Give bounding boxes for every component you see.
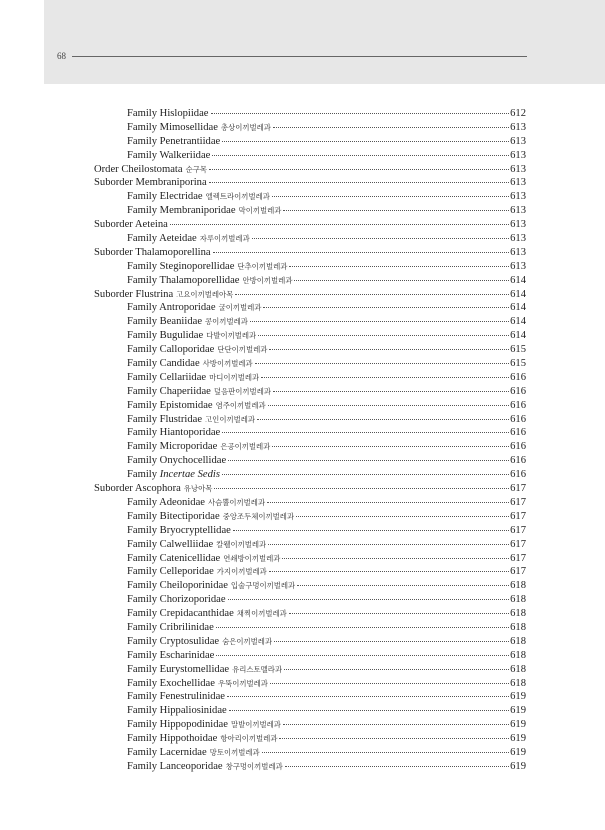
toc-entry-text: [127, 274, 292, 288]
taxon-name: Order Cheilostomata: [94, 163, 183, 175]
toc-entry-text: [94, 288, 233, 302]
dot-leader: [214, 488, 509, 489]
dot-leader: [228, 599, 510, 600]
toc-entry-text: [127, 746, 260, 760]
korean-name: 연쇄방이끼벌레과: [223, 553, 281, 563]
page-reference: 616: [510, 427, 526, 439]
dot-leader: [235, 294, 509, 295]
korean-name: 칼웰이끼벌레과: [216, 539, 267, 549]
dot-leader: [282, 558, 509, 559]
toc-entry: [94, 496, 526, 510]
taxon-name: Family Hippopodinidae: [127, 719, 228, 731]
toc-entry: [94, 357, 526, 371]
toc-entry-text: [127, 426, 220, 440]
toc-entry-text: [127, 315, 248, 329]
toc-entry: [94, 635, 526, 649]
korean-name: 사슴뿔이끼벌레과: [207, 497, 266, 507]
dot-leader: [228, 460, 509, 461]
dot-leader: [222, 141, 509, 142]
dot-leader: [272, 446, 509, 447]
table-of-contents: [94, 107, 526, 774]
toc-entry-text: [127, 718, 281, 732]
toc-entry-text: [94, 176, 207, 190]
taxon-name: Family Hippothoidae: [127, 733, 218, 745]
page-reference: 618: [510, 663, 526, 675]
toc-entry: [94, 301, 526, 315]
taxon-name: Suborder Thalamoporellina: [94, 246, 211, 258]
korean-name: 말발이끼벌레과: [230, 720, 281, 730]
page-header-band: [44, 0, 605, 84]
taxon-name: Family Mimosellidae: [127, 121, 218, 133]
dot-leader: [222, 474, 509, 475]
toc-entry-text: [127, 579, 295, 593]
page-reference: 618: [510, 635, 526, 647]
page-reference: 613: [510, 163, 526, 175]
dot-leader: [216, 627, 509, 628]
toc-entry: [94, 607, 526, 621]
toc-entry: [94, 135, 526, 149]
korean-name: 숨은이끼벌레과: [222, 636, 273, 646]
dot-leader: [296, 516, 509, 517]
toc-entry: [94, 552, 526, 566]
taxon-name: Family Bugulidae: [127, 330, 204, 342]
dot-leader: [261, 377, 509, 378]
taxon-name: Family Eurystomellidae: [127, 663, 230, 675]
taxon-name: Family Calwelliidae: [127, 538, 214, 550]
taxon-name: Suborder Aeteina: [94, 219, 168, 231]
page-reference: 613: [510, 191, 526, 203]
page-reference: 613: [510, 246, 526, 258]
dot-leader: [227, 696, 509, 697]
dot-leader: [270, 683, 509, 684]
taxon-name: Suborder Ascophora: [94, 483, 181, 495]
korean-name: 사방이끼벌레과: [202, 359, 253, 369]
dot-leader: [273, 391, 509, 392]
page-reference: 612: [510, 108, 526, 119]
korean-name: 우뚝이끼벌레과: [217, 678, 268, 688]
toc-entry: [94, 593, 526, 607]
page-reference: 619: [510, 705, 526, 717]
page-reference: 615: [510, 358, 526, 370]
page-reference: 617: [510, 566, 526, 578]
toc-entry-text: [127, 107, 209, 121]
taxon-name: Family: [127, 469, 158, 481]
korean-name: 유낭아목: [183, 484, 213, 494]
dot-leader: [262, 752, 509, 753]
taxon-name: Family Bryocryptellidae: [127, 524, 231, 536]
toc-entry: [94, 107, 526, 121]
dot-leader: [289, 613, 509, 614]
toc-entry: [94, 454, 526, 468]
page-reference: 613: [510, 149, 526, 161]
page-reference: 619: [510, 760, 526, 772]
taxon-name-italic: Incertae Sedis: [159, 469, 220, 481]
dot-leader: [272, 196, 509, 197]
page-reference: 614: [510, 316, 526, 328]
toc-entry: [94, 413, 526, 427]
dot-leader: [222, 432, 509, 433]
toc-entry-text: [94, 482, 212, 496]
toc-entry-text: [127, 552, 280, 566]
page-reference: 618: [510, 677, 526, 689]
page-reference: 619: [510, 719, 526, 731]
dot-leader: [258, 335, 509, 336]
page-reference: 616: [510, 455, 526, 467]
taxon-name: Family Aeteidae: [127, 233, 197, 245]
page-reference: 618: [510, 608, 526, 620]
toc-entry: [94, 426, 526, 440]
dot-leader: [283, 210, 509, 211]
page-reference: 613: [510, 177, 526, 189]
korean-name: 입술구멍이끼벌레과: [230, 581, 296, 591]
toc-entry: [94, 343, 526, 357]
toc-entry: [94, 468, 526, 482]
toc-entry-text: [127, 190, 270, 204]
toc-entry: [94, 718, 526, 732]
korean-name: 총상이끼벌레과: [220, 122, 271, 132]
dot-leader: [263, 307, 509, 308]
toc-entry-text: [127, 204, 281, 218]
korean-name: 은공이끼벌레과: [220, 442, 271, 452]
dot-leader: [255, 363, 509, 364]
dot-leader: [257, 419, 509, 420]
dot-leader: [216, 655, 509, 656]
page-reference: 617: [510, 552, 526, 564]
korean-name: 순구목: [185, 164, 207, 174]
page-reference: 618: [510, 649, 526, 661]
toc-entry: [94, 621, 526, 635]
toc-entry: [94, 399, 526, 413]
toc-entry: [94, 704, 526, 718]
taxon-name: Family Fenestrulinidae: [127, 691, 225, 703]
toc-entry: [94, 732, 526, 746]
toc-entry: [94, 121, 526, 135]
taxon-name: Family Electridae: [127, 191, 203, 203]
toc-entry-text: [127, 260, 287, 274]
korean-name: 막이끼벌레과: [238, 206, 282, 216]
page-reference: 616: [510, 399, 526, 411]
page-reference: 618: [510, 594, 526, 606]
korean-name: 고인이끼벌레과: [205, 414, 256, 424]
toc-entry: [94, 385, 526, 399]
dot-leader: [211, 113, 510, 114]
taxon-name: Family Exochellidae: [127, 677, 215, 689]
toc-entry: [94, 677, 526, 691]
toc-entry-text: [127, 343, 267, 357]
toc-entry-heading: [94, 176, 526, 190]
korean-name: 덮음판이끼벌레과: [213, 386, 271, 396]
toc-entry-text: [127, 677, 268, 691]
toc-entry-text: [94, 246, 211, 260]
toc-entry-text: [127, 593, 226, 607]
toc-entry-text: [127, 635, 272, 649]
toc-entry-text: [127, 135, 220, 149]
page-reference: 613: [510, 233, 526, 245]
toc-entry: [94, 565, 526, 579]
page-reference: 619: [510, 746, 526, 758]
korean-name: 안방이끼벌레과: [242, 275, 293, 285]
page-reference: 616: [510, 371, 526, 383]
taxon-name: Family Antroporidae: [127, 302, 216, 314]
taxon-name: Suborder Membraniporina: [94, 177, 207, 189]
dot-leader: [285, 766, 509, 767]
toc-entry-heading: [94, 218, 526, 232]
page-reference: 616: [510, 385, 526, 397]
dot-leader: [269, 571, 509, 572]
page-reference: 616: [510, 441, 526, 453]
taxon-name: Family Cryptosulidae: [127, 635, 220, 647]
taxon-name: Family Calloporidae: [127, 344, 215, 356]
dot-leader: [297, 585, 509, 586]
toc-entry-text: [127, 538, 266, 552]
dot-leader: [233, 530, 509, 531]
page-reference: 613: [510, 121, 526, 133]
taxon-name: Suborder Flustrina: [94, 288, 174, 300]
toc-entry-heading: [94, 482, 526, 496]
toc-entry: [94, 329, 526, 343]
dot-leader: [294, 280, 509, 281]
toc-entry-text: [127, 496, 265, 510]
toc-entry: [94, 746, 526, 760]
korean-name: 엘렉트라이끼벌레과: [205, 192, 270, 202]
page-reference: 618: [510, 621, 526, 633]
taxon-name: Family Crepidacanthidae: [127, 608, 234, 620]
dot-leader: [170, 224, 509, 225]
taxon-name: Family Hiantoporidae: [127, 427, 221, 439]
toc-entry-text: [127, 440, 270, 454]
taxon-name: Family Cheiloporinidae: [127, 580, 228, 592]
toc-entry: [94, 690, 526, 704]
korean-name: 염주이끼벌레과: [215, 400, 266, 410]
taxon-name: Family Membraniporidae: [127, 205, 236, 217]
toc-entry-text: [127, 468, 220, 482]
taxon-name: Family Walkeriidae: [127, 149, 211, 161]
toc-entry-text: [127, 760, 283, 774]
taxon-name: Family Cellariidae: [127, 371, 207, 383]
toc-entry: [94, 524, 526, 538]
taxon-name: Family Steginoporellidae: [127, 260, 235, 272]
page-reference: 617: [510, 510, 526, 522]
toc-entry-text: [127, 385, 271, 399]
taxon-name: Family Penetrantiidae: [127, 135, 221, 147]
toc-entry-text: [127, 704, 227, 718]
dot-leader: [252, 238, 509, 239]
taxon-name: Family Microporidae: [127, 441, 218, 453]
toc-entry: [94, 538, 526, 552]
korean-name: 고요이끼벌레아목: [176, 289, 234, 299]
toc-entry: [94, 232, 526, 246]
toc-entry-text: [127, 121, 271, 135]
page-reference: 613: [510, 135, 526, 147]
taxon-name: Family Hislopiidae: [127, 108, 209, 119]
taxon-name: Family Epistomidae: [127, 399, 213, 411]
toc-entry: [94, 510, 526, 524]
toc-entry: [94, 649, 526, 663]
korean-name: 마디이끼벌레과: [209, 372, 260, 382]
toc-entry-text: [127, 357, 253, 371]
korean-name: 단추이끼벌레과: [237, 261, 288, 271]
taxon-name: Family Adeonidae: [127, 496, 205, 508]
taxon-name: Family Lacernidae: [127, 746, 207, 758]
header-rule: [72, 56, 527, 57]
toc-entry-text: [94, 218, 168, 232]
toc-entry: [94, 371, 526, 385]
page-number: 68: [57, 51, 66, 61]
toc-entry: [94, 663, 526, 677]
page-reference: 619: [510, 691, 526, 703]
page-reference: 618: [510, 580, 526, 592]
toc-entry: [94, 149, 526, 163]
toc-entry-text: [127, 621, 214, 635]
taxon-name: Family Candidae: [127, 358, 200, 370]
toc-entry: [94, 260, 526, 274]
korean-name: 굴이끼벌레과: [218, 303, 262, 313]
toc-entry-text: [127, 301, 261, 315]
toc-entry-text: [127, 510, 294, 524]
page-reference: 614: [510, 288, 526, 300]
page-reference: 617: [510, 524, 526, 536]
dot-leader: [269, 349, 509, 350]
taxon-name: Family Catenicellidae: [127, 552, 221, 564]
taxon-name: Family Beaniidae: [127, 316, 203, 328]
toc-entry-heading: [94, 246, 526, 260]
korean-name: 채찍이끼벌레과: [236, 609, 287, 619]
toc-entry-heading: [94, 163, 526, 177]
korean-name: 중앙조두체이끼벌레과: [222, 511, 295, 521]
dot-leader: [283, 724, 509, 725]
toc-entry-text: [127, 413, 255, 427]
dot-leader: [209, 169, 509, 170]
korean-name: 항아리이끼벌레과: [220, 734, 278, 744]
dot-leader: [213, 252, 510, 253]
toc-entry-text: [127, 399, 266, 413]
page-reference: 617: [510, 496, 526, 508]
dot-leader: [274, 641, 509, 642]
toc-entry-text: [127, 454, 226, 468]
korean-name: 가지이끼벌레과: [216, 567, 267, 577]
toc-entry: [94, 204, 526, 218]
toc-entry-text: [127, 524, 231, 538]
page-reference: 617: [510, 538, 526, 550]
dot-leader: [268, 544, 509, 545]
dot-leader: [279, 738, 509, 739]
dot-leader: [268, 405, 510, 406]
toc-entry-text: [127, 649, 214, 663]
taxon-name: Family Chaperiidae: [127, 385, 211, 397]
toc-entry-text: [127, 663, 282, 677]
taxon-name: Family Thalamoporellidae: [127, 274, 240, 286]
toc-entry: [94, 760, 526, 774]
page-reference: 615: [510, 344, 526, 356]
page-reference: 614: [510, 274, 526, 286]
taxon-name: Family Onychocellidae: [127, 455, 227, 467]
dot-leader: [267, 502, 509, 503]
dot-leader: [289, 266, 509, 267]
page-reference: 614: [510, 330, 526, 342]
page-reference: 617: [510, 483, 526, 495]
toc-entry-text: [127, 565, 267, 579]
toc-entry-text: [127, 329, 256, 343]
toc-entry-text: [127, 732, 277, 746]
toc-entry-text: [127, 149, 210, 163]
korean-name: 유리스토멜라과: [232, 664, 283, 674]
toc-entry: [94, 315, 526, 329]
dot-leader: [250, 321, 509, 322]
toc-entry: [94, 274, 526, 288]
dot-leader: [229, 710, 509, 711]
page-reference: 613: [510, 260, 526, 272]
page-reference: 613: [510, 205, 526, 217]
korean-name: 단단이끼벌레과: [217, 345, 268, 355]
toc-entry: [94, 440, 526, 454]
korean-name: 다발이끼벌레과: [206, 331, 257, 341]
toc-entry: [94, 190, 526, 204]
toc-entry-text: [127, 690, 225, 704]
toc-entry-text: [127, 371, 259, 385]
page-reference: 614: [510, 302, 526, 314]
toc-entry-heading: [94, 288, 526, 302]
toc-entry-text: [94, 163, 207, 177]
taxon-name: Family Chorizoporidae: [127, 594, 226, 606]
toc-entry-text: [127, 607, 287, 621]
taxon-name: Family Escharinidae: [127, 649, 215, 661]
taxon-name: Family Cribrilinidae: [127, 621, 214, 633]
dot-leader: [273, 127, 509, 128]
korean-name: 콩이끼벌레과: [205, 317, 248, 327]
page-reference: 619: [510, 733, 526, 745]
toc-entry-text: [127, 232, 250, 246]
taxon-name: Family Bitectiporidae: [127, 510, 220, 522]
page-reference: 616: [510, 469, 526, 481]
korean-name: 창구멍이끼벌레과: [225, 761, 283, 771]
dot-leader: [284, 669, 509, 670]
taxon-name: Family Flustridae: [127, 413, 203, 425]
dot-leader: [212, 155, 509, 156]
korean-name: 자루이끼벌레과: [199, 234, 250, 244]
taxon-name: Family Lanceoporidae: [127, 760, 223, 772]
korean-name: 망토이끼벌레과: [209, 747, 260, 757]
taxon-name: Family Celleporidae: [127, 566, 214, 578]
dot-leader: [209, 182, 509, 183]
page-reference: 613: [510, 219, 526, 231]
toc-entry: [94, 579, 526, 593]
page-reference: 616: [510, 413, 526, 425]
taxon-name: Family Hippaliosinidae: [127, 705, 227, 717]
